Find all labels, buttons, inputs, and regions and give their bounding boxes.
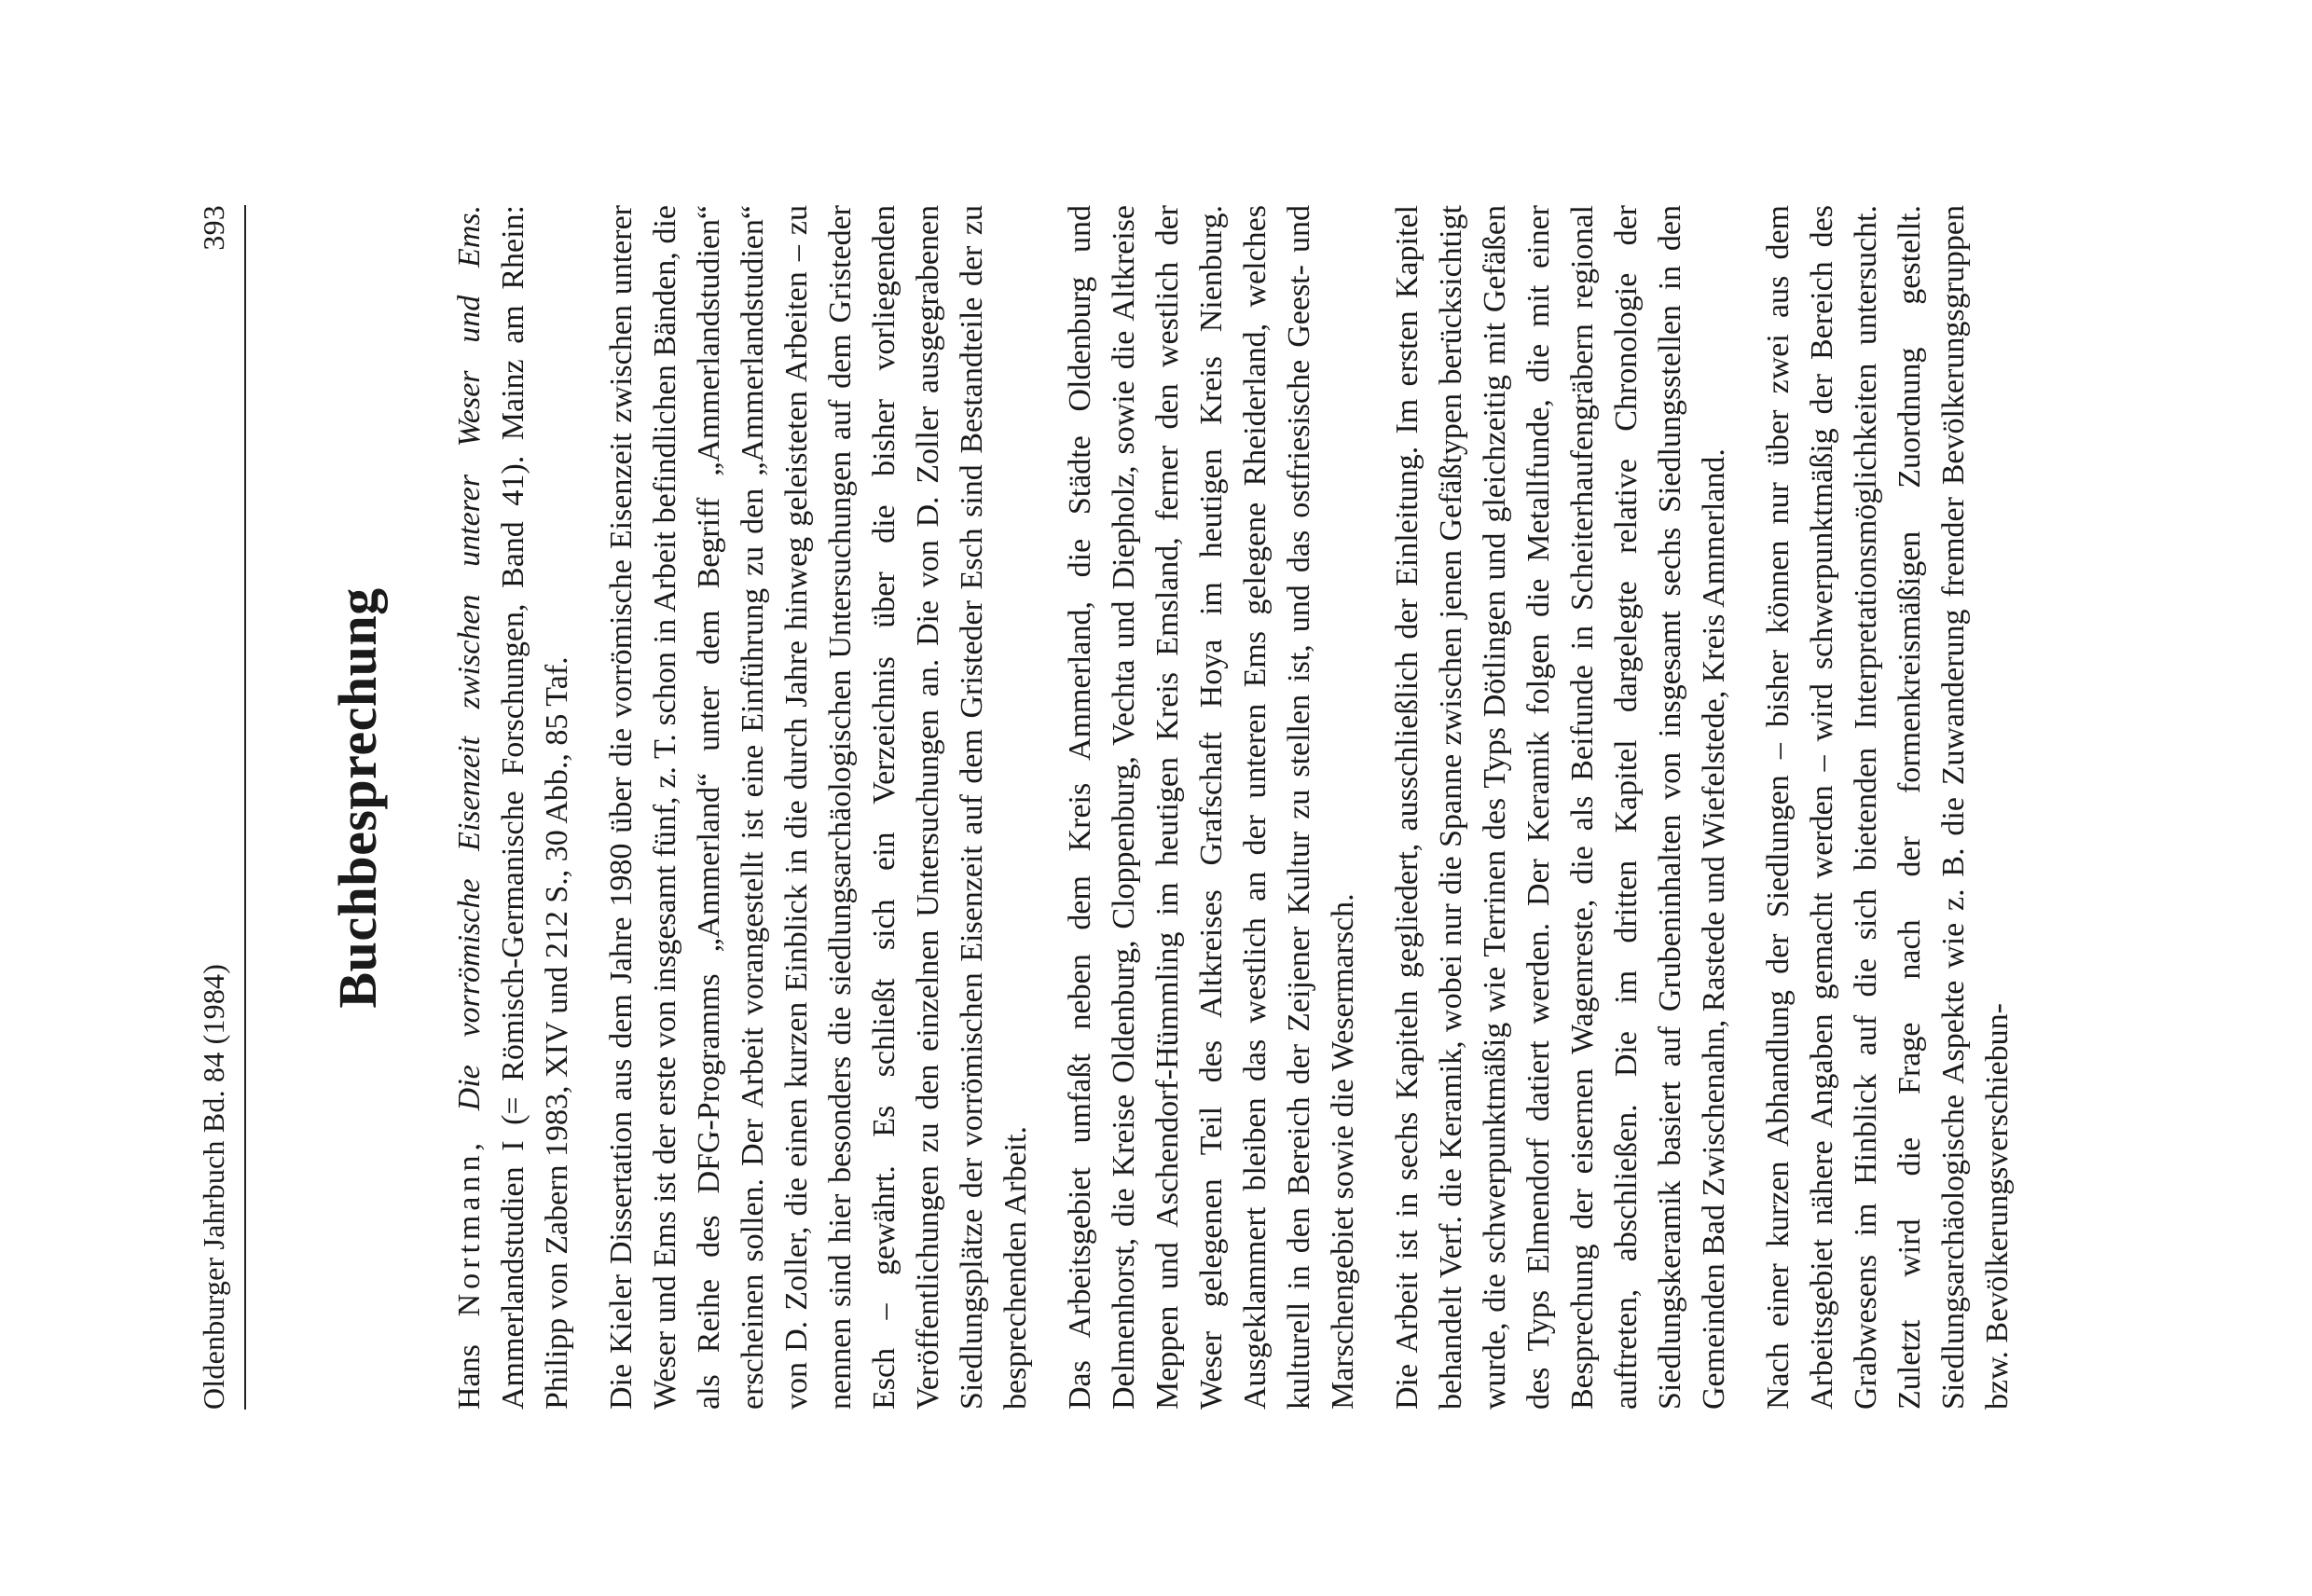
review-body — [447, 205, 2040, 1410]
paragraph-1: Die Kieler Dissertation aus dem Jahre 1980 über die vorrömische Eisenzeit zwischen unterer Weser und Ems ist der erste von insgesamt fünf, z. T. schon in Arbeit befindlichen Bänden, die als Reihe des DFG-Programms „Ammerland“ unter dem Begriff „Ammerlandstudien“ erscheinen sollen. Der Arbeit vorangestellt ist eine Einführung zu den „Ammerlandstudien“ von D. Zoller, die einen kurzen Einblick in die durch Jahre hinweg geleisteten Arbeiten – zu nennen sind hier besonders die siedlungsarchäologischen Untersuchungen auf dem Gristeder Esch – gewährt. Es schließt sich ein Verzeichnis über die bisher vorliegenden Veröffentlichungen zu den einzelnen Untersuchungen an. Die von D. Zoller ausgegrabenen Siedlungsplätze der vorrömischen Eisenzeit auf dem Gristeder Esch sind Bestandteile der zu besprechenden Arbeit. — [604, 205, 1033, 1410]
paragraph-3: Die Arbeit ist in sechs Kapiteln gegliedert, ausschließlich der Einleitung. Im ersten Kapitel behandelt Verf. die Keramik, wobei nur die Spanne zwischen jenen Gefäßtypen berücksichtigt wurde, die schwerpunktmäßig wie Terrinen des Typs Dötlingen und gleichzeitig mit Gefäßen des Typs Elmendorf datiert werden. Der Keramik folgen die Metallfunde, die mit einer Besprechung der eisernen Wagenreste, die als Beifunde in Scheiterhaufengräbern regional auftreten, abschließen. Die im dritten Kapitel dargelegte relative Chronologie der Siedlungskeramik basiert auf Grubeninhalten von insgesamt sechs Siedlungsstellen in den Gemeinden Bad Zwischenahn, Rastede und Wiefelstede, Kreis Ammerland. — [1390, 205, 1731, 1410]
author-last-name: Nortmann, — [452, 1138, 487, 1317]
book-title: Die vorrömische Eisenzeit zwischen unterer Weser und Ems. — [452, 204, 487, 1111]
author-first-name: Hans — [452, 1344, 487, 1410]
paragraph-2: Das Arbeitsgebiet umfaßt neben dem Kreis Ammerland, die Städte Oldenburg und Delmenhorst, die Kreise Oldenburg, Cloppenburg, Vechta und Diepholz, sowie die Altkreise Meppen und Aschendorf-Hümmling im heutigen Kreis Emsland, ferner den westlich der Weser gelegenen Teil des Altkreises Grafschaft Hoya im heutigen Kreis Nienburg. Ausgeklammert bleiben das westlich an der unteren Ems gelegene Rheiderland, welches kulturell in den Bereich der Zeijener Kultur zu stellen ist, und das ostfriesische Geest- und Marschengebiet sowie die Wesermarsch. — [1063, 205, 1360, 1410]
book-details: Ammerlandstudien I (= Römisch-Germanische Forschungen, Band 41). Mainz am Rhein: Philipp von Zabern 1983, XIV und 212 S., 30 Abb., 85 Taf. — [496, 205, 574, 1410]
paragraph-4: Nach einer kurzen Abhandlung der Siedlungen – bisher können nur über zwei aus dem Arbeitsgebiet nähere Angaben gemacht werden – wird schwerpunktmäßig der Bereich des Grabwesens im Hinblick auf die sich bietenden Interpretationsmöglichkeiten untersucht. Zuletzt wird die Frage nach der formenkreismäßigen Zuordnung gestellt. Siedlungsarchäologische Aspekte wie z. B. die Zuwanderung fremder Bevölkerungsgruppen bzw. Bevölkerungsverschiebun- — [1761, 205, 2015, 1410]
header-rule — [244, 205, 246, 1410]
page-number: 393 — [197, 205, 230, 251]
section-title: Buchbesprechung — [327, 587, 388, 1009]
citation — [447, 205, 579, 1410]
running-head — [186, 205, 231, 1410]
journal-title: Oldenburger Jahrbuch Bd. 84 (1984) — [197, 963, 230, 1410]
